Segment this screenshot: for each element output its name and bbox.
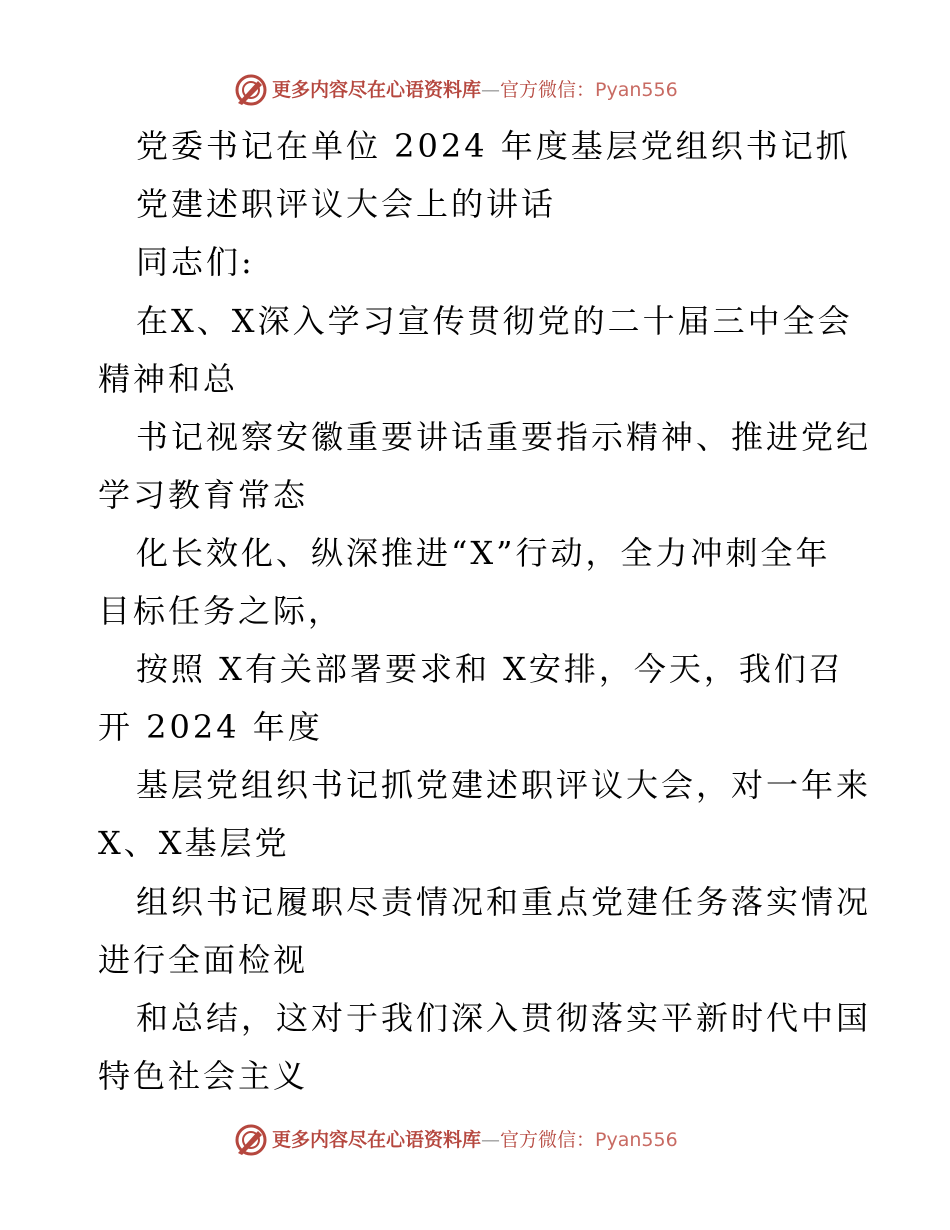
body-line: 开 2024 年度: [98, 708, 323, 746]
body-line: 基层党组织书记抓党建述职评议大会，对一年来: [136, 766, 872, 804]
body-line: 按照 X有关部署要求和 X安排，今天，我们召: [136, 650, 844, 688]
watermark-promo-text: 更多内容尽在心语资料库: [272, 1129, 482, 1151]
document-title-line-1: 党委书记在单位 2024 年度基层党组织书记抓: [136, 127, 851, 165]
watermark-separator: —: [481, 1129, 501, 1151]
watermark-banner-top: [0, 70, 950, 110]
body-line: 在X、X深入学习宣传贯彻党的二十届三中全会: [136, 302, 853, 340]
watermark-contact-id: Pyan556: [595, 79, 678, 101]
salutation: 同志们:: [136, 243, 255, 281]
pen-logo-icon: [234, 73, 268, 107]
document-title-line-2: 党建述职评议大会上的讲话: [136, 185, 557, 223]
body-line: 化长效化、纵深推进“X”行动，全力冲刺全年: [136, 534, 831, 572]
watermark-contact-label: 官方微信：: [500, 1129, 596, 1151]
body-line: 特色社会主义: [98, 1057, 309, 1095]
body-line: 组织书记履职尽责情况和重点党建任务落实情况: [136, 883, 872, 921]
body-line: 和总结，这对于我们深入贯彻落实平新时代中国: [136, 999, 872, 1037]
body-line: 学习教育常态: [98, 476, 309, 514]
body-line: X、X基层党: [98, 824, 290, 862]
body-line: 书记视察安徽重要讲话重要指示精神、推进党纪: [136, 418, 872, 456]
body-line: 目标任务之际，: [98, 592, 344, 630]
watermark-promo-text: 更多内容尽在心语资料库: [272, 79, 482, 101]
watermark-banner-bottom: [0, 1120, 950, 1160]
watermark-contact-label: 官方微信：: [500, 79, 596, 101]
body-line: 精神和总: [98, 360, 239, 398]
watermark-separator: —: [481, 79, 501, 101]
pen-logo-icon: [234, 1123, 268, 1157]
watermark-contact-id: Pyan556: [595, 1129, 678, 1151]
body-line: 进行全面检视: [98, 941, 309, 979]
